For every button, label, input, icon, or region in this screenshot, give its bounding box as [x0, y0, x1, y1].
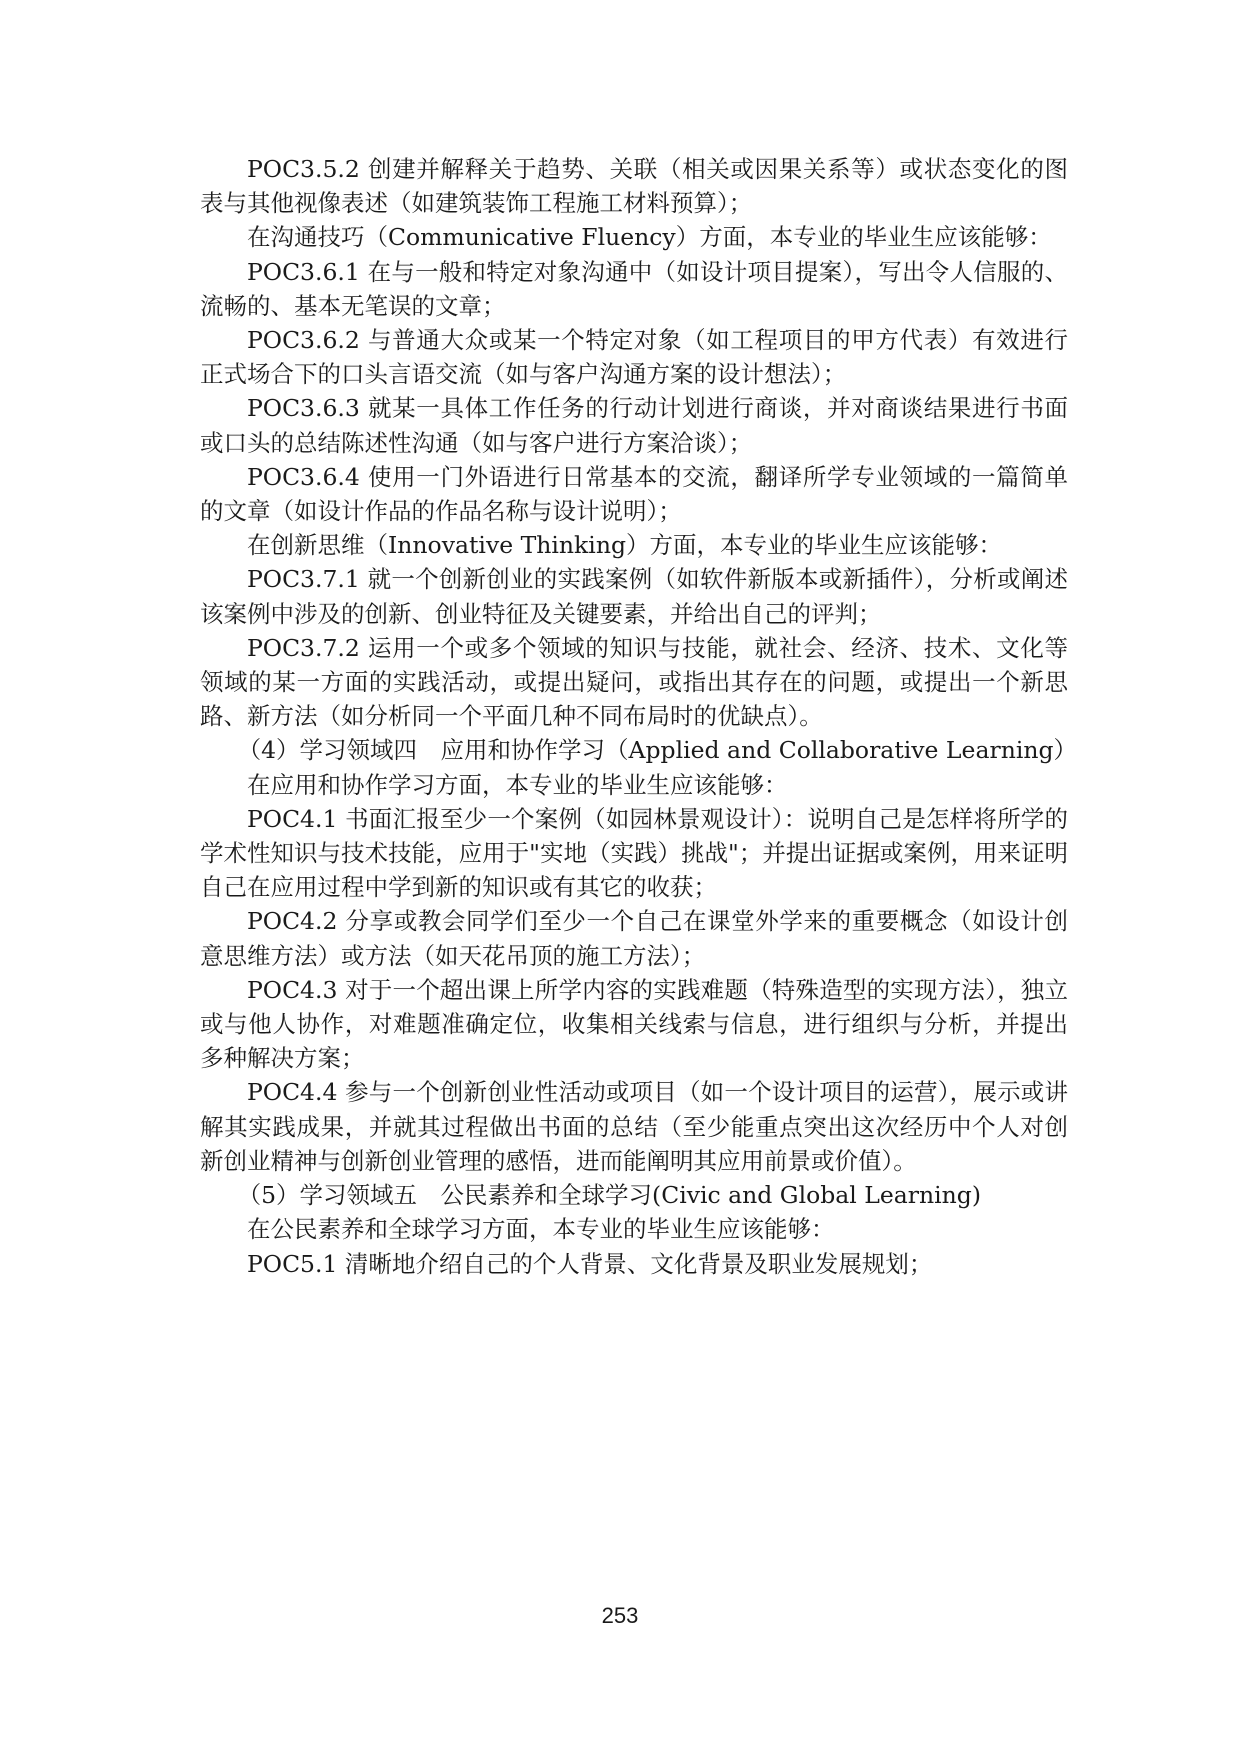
paragraph-applied-intro: 在应用和协作学习方面，本专业的毕业生应该能够：: [247, 770, 788, 799]
section-heading-4: （4）学习领域四 应用和协作学习（Applied and Collaborative Learning）: [237, 736, 1078, 765]
paragraph-poc4-4: POC4.4 参与一个创新创业性活动或项目（如一个设计项目的运营），展示或讲解其实践成果，并就其过程做出书面的总结（至少能重点突出这次经历中个人对创新创业精神与创新创业管理的感悟，进而能阐明其应用前景或价值）。: [200, 1078, 1068, 1175]
paragraph-poc3-7-1: POC3.7.1 就一个创新创业的实践案例（如软件新版本或新插件），分析或阐述该案例中涉及的创新、创业特征及关键要素，并给出自己的评判；: [200, 565, 1068, 628]
paragraph-poc3-6-2: POC3.6.2 与普通大众或某一个特定对象（如工程项目的甲方代表）有效进行正式场合下的口头言语交流（如与客户沟通方案的设计想法）；: [200, 326, 1068, 389]
paragraph-poc4-1: POC4.1 书面汇报至少一个案例（如园林景观设计）：说明自己是怎样将所学的学术性知识与技术技能，应用于"实地（实践）挑战"；并提出证据或案例，用来证明自己在应用过程中学到新的知识或有其它的收获；: [200, 804, 1068, 902]
document-body: [200, 152, 1078, 1281]
section-heading-5: （5）学习领域五 公民素养和全球学习(Civic and Global Learning): [237, 1181, 982, 1210]
paragraph-poc3-6-1: POC3.6.1 在与一般和特定对象沟通中（如设计项目提案），写出令人信服的、流畅的、基本无笔误的文章；: [200, 257, 1068, 320]
paragraph-innovative-intro: 在创新思维（Innovative Thinking）方面，本专业的毕业生应该能够：: [247, 531, 1002, 560]
page-number: 253: [601, 1603, 639, 1628]
paragraph-poc4-3: POC4.3 对于一个超出课上所学内容的实践难题（特殊造型的实现方法），独立或与他人协作，对难题准确定位，收集相关线索与信息，进行组织与分析，并提出多种解决方案；: [200, 975, 1068, 1073]
paragraph-poc5-1: POC5.1 清晰地介绍自己的个人背景、文化背景及职业发展规划；: [247, 1249, 933, 1278]
paragraph-poc3-5-2: POC3.5.2 创建并解释关于趋势、关联（相关或因果关系等）或状态变化的图表与其他视像表述（如建筑装饰工程施工材料预算）；: [200, 155, 1068, 218]
paragraph-poc3-6-3: POC3.6.3 就某一具体工作任务的行动计划进行商谈，并对商谈结果进行书面或口头的总结陈述性沟通（如与客户进行方案洽谈）；: [200, 394, 1068, 457]
paragraph-poc4-2: POC4.2 分享或教会同学们至少一个自己在课堂外学来的重要概念（如设计创意思维方法）或方法（如天花吊顶的施工方法）；: [200, 907, 1068, 970]
paragraph-civic-intro: 在公民素养和全球学习方面，本专业的毕业生应该能够：: [247, 1215, 835, 1244]
paragraph-communicative-intro: 在沟通技巧（Communicative Fluency）方面，本专业的毕业生应该能够：: [247, 223, 1052, 252]
paragraph-poc3-7-2: POC3.7.2 运用一个或多个领域的知识与技能，就社会、经济、技术、文化等领域的某一方面的实践活动，或提出疑问，或指出其存在的问题，或提出一个新思路、新方法（如分析同一个平面几种不同布局时的优缺点）。: [200, 633, 1068, 731]
paragraph-poc3-6-4: POC3.6.4 使用一门外语进行日常基本的交流，翻译所学专业领域的一篇简单的文章（如设计作品的作品名称与设计说明）；: [200, 462, 1068, 526]
